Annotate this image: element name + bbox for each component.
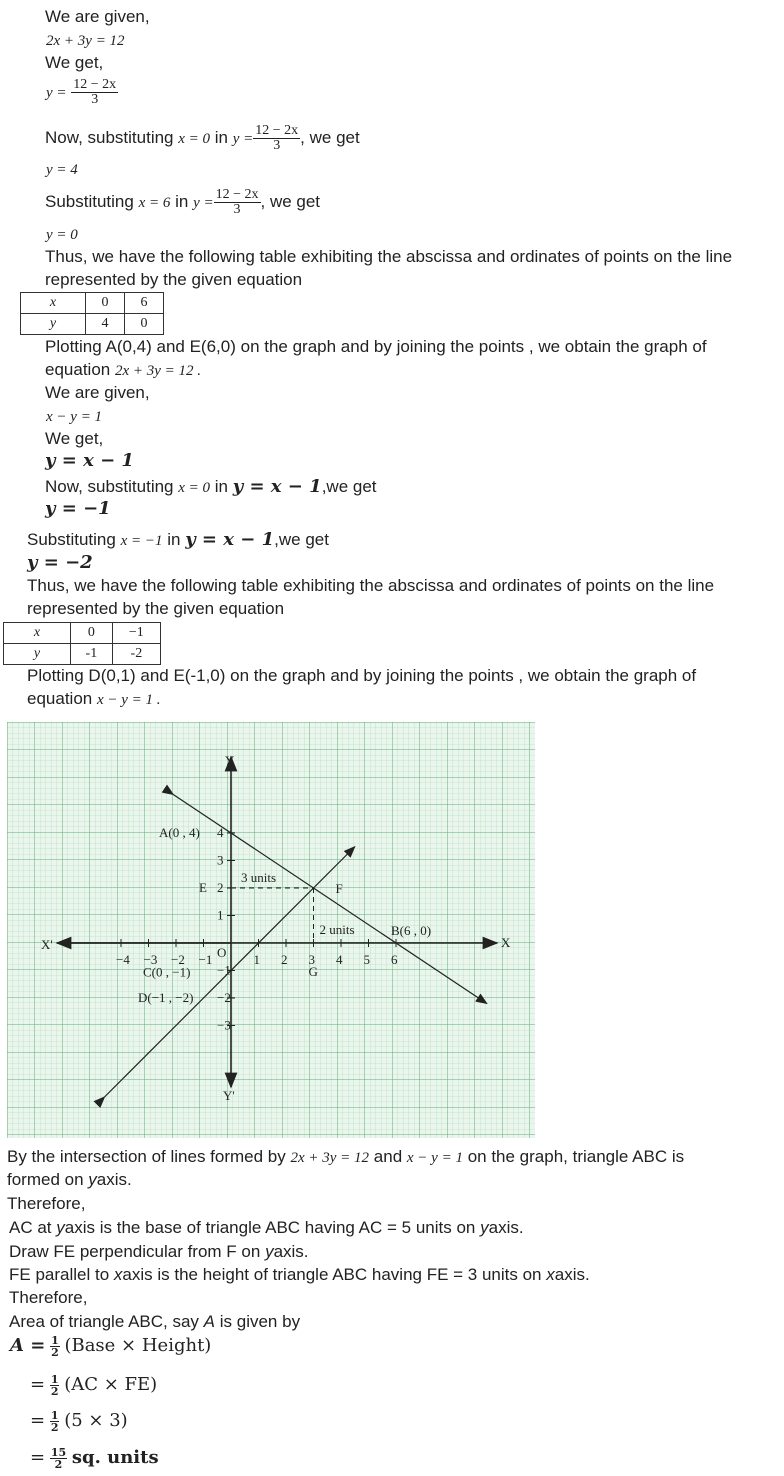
y-tick-label: −1	[217, 962, 231, 978]
text: in	[214, 477, 228, 496]
frac-num: 1	[51, 1334, 59, 1348]
fraction	[253, 124, 300, 153]
text: Substituting	[45, 191, 134, 211]
text: Draw FE perpendicular from F on	[9, 1242, 261, 1261]
two-units-annotation: 2 units	[319, 922, 355, 937]
plot-line-1: Plotting A(0,4) and E(6,0) on the graph and by joining the points , we obtain the graph of	[45, 337, 707, 356]
x-tick-label: 5	[363, 952, 370, 967]
text: , we get	[300, 127, 360, 147]
equation: 2x + 3y = 12	[290, 1150, 370, 1166]
y-tick-label: −2	[217, 990, 231, 1005]
given-label-2: We are given,	[45, 383, 150, 402]
text: axis.	[488, 1218, 524, 1237]
text: axis is the height of triangle ABC having FE = 3 units on	[122, 1265, 542, 1284]
frac-den: 3	[273, 138, 281, 153]
frac-num: 1	[50, 1373, 59, 1387]
text: and	[373, 1147, 403, 1166]
equation: 2x + 3y = 12 .	[114, 363, 202, 379]
x-tick-label: −2	[171, 952, 185, 967]
text: axis is the base of triangle ABC having AC = 5 units on	[64, 1218, 476, 1237]
therefore-1: Therefore,	[7, 1194, 86, 1213]
text: in	[214, 127, 228, 147]
point-f-label: F	[335, 881, 343, 896]
y-expression-1	[46, 78, 118, 107]
y-neg-axis-label: Y'	[223, 1088, 235, 1103]
thus-line-1: Thus, we have the following table exhibiting the abscissa and ordinates of points on the line	[45, 247, 733, 266]
text: Substituting	[27, 530, 116, 549]
table-row	[4, 644, 161, 665]
frac-den: 2	[54, 1458, 63, 1472]
y-tick-label: 4	[217, 825, 224, 840]
table-cell: y	[4, 644, 71, 665]
formula-line-3	[30, 1409, 128, 1433]
substitution-line-2	[45, 188, 320, 217]
y-axis-label: Y	[225, 753, 235, 768]
text: axis.	[273, 1242, 309, 1261]
x-axis-label: X	[501, 935, 511, 950]
given-label-1: We are given,	[45, 7, 150, 26]
y-result-3: y = −1	[45, 498, 111, 519]
text: , we get	[260, 191, 321, 211]
text: equation	[45, 360, 111, 379]
text: FE parallel to	[9, 1265, 110, 1284]
frac-den: 2	[51, 1346, 59, 1360]
table-cell: −1	[112, 623, 160, 644]
equals-sign: =	[30, 1410, 46, 1431]
text: Now, substituting	[45, 477, 174, 496]
x-var: x	[113, 1265, 123, 1284]
values-table-2	[3, 622, 161, 665]
fraction	[71, 78, 118, 107]
origin-label: O	[217, 945, 227, 960]
frac-num: 12 − 2x	[215, 187, 259, 202]
graph-paper	[7, 722, 535, 1138]
table-cell: 4	[86, 314, 125, 335]
frac-den: 2	[50, 1421, 59, 1435]
frac-num: 1	[50, 1409, 59, 1423]
substitution-line-4	[27, 530, 329, 551]
equals-sign: =	[30, 1374, 46, 1395]
point-g-label: G	[308, 964, 318, 979]
table-row	[4, 623, 161, 644]
y-tick-label: 1	[217, 907, 224, 923]
text: Area of triangle ABC, say	[9, 1312, 199, 1331]
point-c-label: C(0 , −1)	[143, 964, 191, 980]
x-neg-axis-label: X'	[41, 937, 53, 952]
point-b-label: B(6 , 0)	[391, 923, 432, 938]
formula-rhs: sq. units	[71, 1447, 159, 1468]
conclusion-line-3	[9, 1218, 524, 1238]
plot-line-4	[27, 689, 161, 710]
equation: x − y = 1	[406, 1150, 463, 1166]
x-value: x = −1	[120, 533, 163, 549]
text: equation	[27, 689, 93, 708]
table-cell: 0	[125, 314, 164, 335]
y-tick-label: −3	[217, 1017, 231, 1033]
text: formed on	[7, 1170, 84, 1189]
text: in	[175, 191, 189, 211]
y-var: y	[265, 1242, 274, 1261]
x-tick-label: 1	[253, 952, 260, 967]
equation: y = x − 1	[185, 529, 275, 550]
x-value: x = 6	[138, 194, 171, 211]
y-lhs: y =	[46, 84, 67, 101]
a-var: A	[203, 1312, 216, 1331]
thus-line-4: represented by the given equation	[27, 599, 285, 618]
fraction	[214, 188, 261, 217]
table-cell: 0	[71, 623, 113, 644]
point-d-label: D(−1 , −2)	[138, 990, 194, 1005]
equation-1: 2x + 3y = 12	[46, 33, 125, 49]
table-row	[21, 314, 164, 335]
text: By the intersection of lines formed by	[7, 1147, 286, 1166]
x-tick-label: −1	[198, 952, 213, 967]
equation-2: x − y = 1	[46, 409, 103, 425]
text: Now, substituting	[45, 127, 174, 147]
a-lhs: A =	[10, 1335, 46, 1356]
x-tick-label: −3	[143, 952, 158, 967]
x-value: x = 0	[178, 480, 211, 496]
values-table-1	[20, 292, 164, 335]
text: in	[167, 530, 181, 549]
equation: x − y = 1 .	[96, 692, 161, 708]
plot-line-2	[45, 360, 201, 381]
text: axis.	[554, 1265, 590, 1284]
table-row	[21, 293, 164, 314]
table-cell: x	[4, 623, 71, 644]
x-value: x = 0	[178, 130, 211, 147]
half-fraction	[50, 1410, 60, 1433]
y-result-4: y = −2	[27, 552, 93, 573]
x-tick-label: 2	[281, 952, 288, 967]
formula-line-2	[30, 1373, 157, 1397]
y-lhs: y =	[232, 130, 254, 147]
y-result-2: y = 0	[46, 227, 78, 243]
result-fraction	[50, 1447, 67, 1470]
get-label-2: We get,	[45, 429, 104, 448]
table-cell: y	[21, 314, 86, 335]
conclusion-line-6	[9, 1312, 300, 1332]
text: ,we get	[321, 477, 377, 496]
text: axis.	[96, 1170, 132, 1189]
x-tick-label: −4	[116, 952, 130, 967]
table-cell: x	[21, 293, 86, 314]
table-cell: 6	[125, 293, 164, 314]
therefore-2: Therefore,	[9, 1288, 88, 1307]
conclusion-line-4	[9, 1242, 309, 1262]
text: on the graph, triangle ABC is	[467, 1147, 685, 1166]
x-tick-label: 4	[336, 952, 343, 967]
equation: y = x − 1	[232, 476, 322, 497]
y-var: y	[480, 1218, 489, 1237]
table-cell: -2	[112, 644, 160, 665]
substitution-line-1	[45, 124, 360, 153]
table-cell: -1	[71, 644, 113, 665]
y-expression-2: y = x − 1	[45, 450, 134, 471]
substitution-line-3	[45, 477, 377, 498]
text: AC at	[9, 1218, 52, 1237]
x-var: x	[546, 1265, 555, 1284]
half-fraction	[50, 1374, 60, 1397]
x-tick-label: 6	[391, 952, 398, 967]
frac-den: 2	[50, 1385, 59, 1399]
frac-den: 3	[91, 92, 99, 107]
y-var: y	[56, 1218, 65, 1237]
y-result-1: y = 4	[46, 162, 78, 178]
frac-num: 12 − 2x	[255, 123, 299, 138]
half-fraction	[50, 1335, 60, 1358]
text: is given by	[219, 1312, 301, 1331]
table-cell: 0	[86, 293, 125, 314]
get-label-1: We get,	[45, 53, 104, 72]
formula-rhs: (AC × FE)	[64, 1374, 158, 1395]
y-var: y	[88, 1170, 97, 1189]
formula-rhs: (Base × Height)	[64, 1335, 212, 1356]
y-tick-label: 2	[217, 880, 224, 895]
thus-line-2: represented by the given equation	[45, 270, 303, 289]
y-tick-label: 3	[217, 852, 224, 868]
frac-num: 15	[50, 1446, 67, 1460]
equals-sign: =	[30, 1447, 46, 1468]
frac-num: 12 − 2x	[73, 77, 117, 92]
x-tick-label: 3	[308, 952, 315, 967]
conclusion-line-2	[7, 1170, 132, 1190]
text: ,we get	[274, 530, 329, 549]
conclusion-line-5	[9, 1265, 590, 1285]
plot-line-3: Plotting D(0,1) and E(-1,0) on the graph and by joining the points , we obtain the graph of	[27, 666, 697, 685]
three-units-annotation: 3 units	[241, 870, 277, 885]
formula-line-4	[30, 1446, 159, 1470]
formula-line-1	[10, 1334, 211, 1358]
point-e-label: E	[199, 880, 207, 895]
frac-den: 3	[233, 202, 241, 217]
formula-rhs: (5 × 3)	[64, 1410, 128, 1431]
thus-line-3: Thus, we have the following table exhibiting the abscissa and ordinates of points on the line	[27, 576, 715, 595]
conclusion-line-1	[7, 1147, 684, 1168]
point-a-label: A(0 , 4)	[159, 825, 200, 840]
y-lhs: y =	[193, 194, 214, 211]
